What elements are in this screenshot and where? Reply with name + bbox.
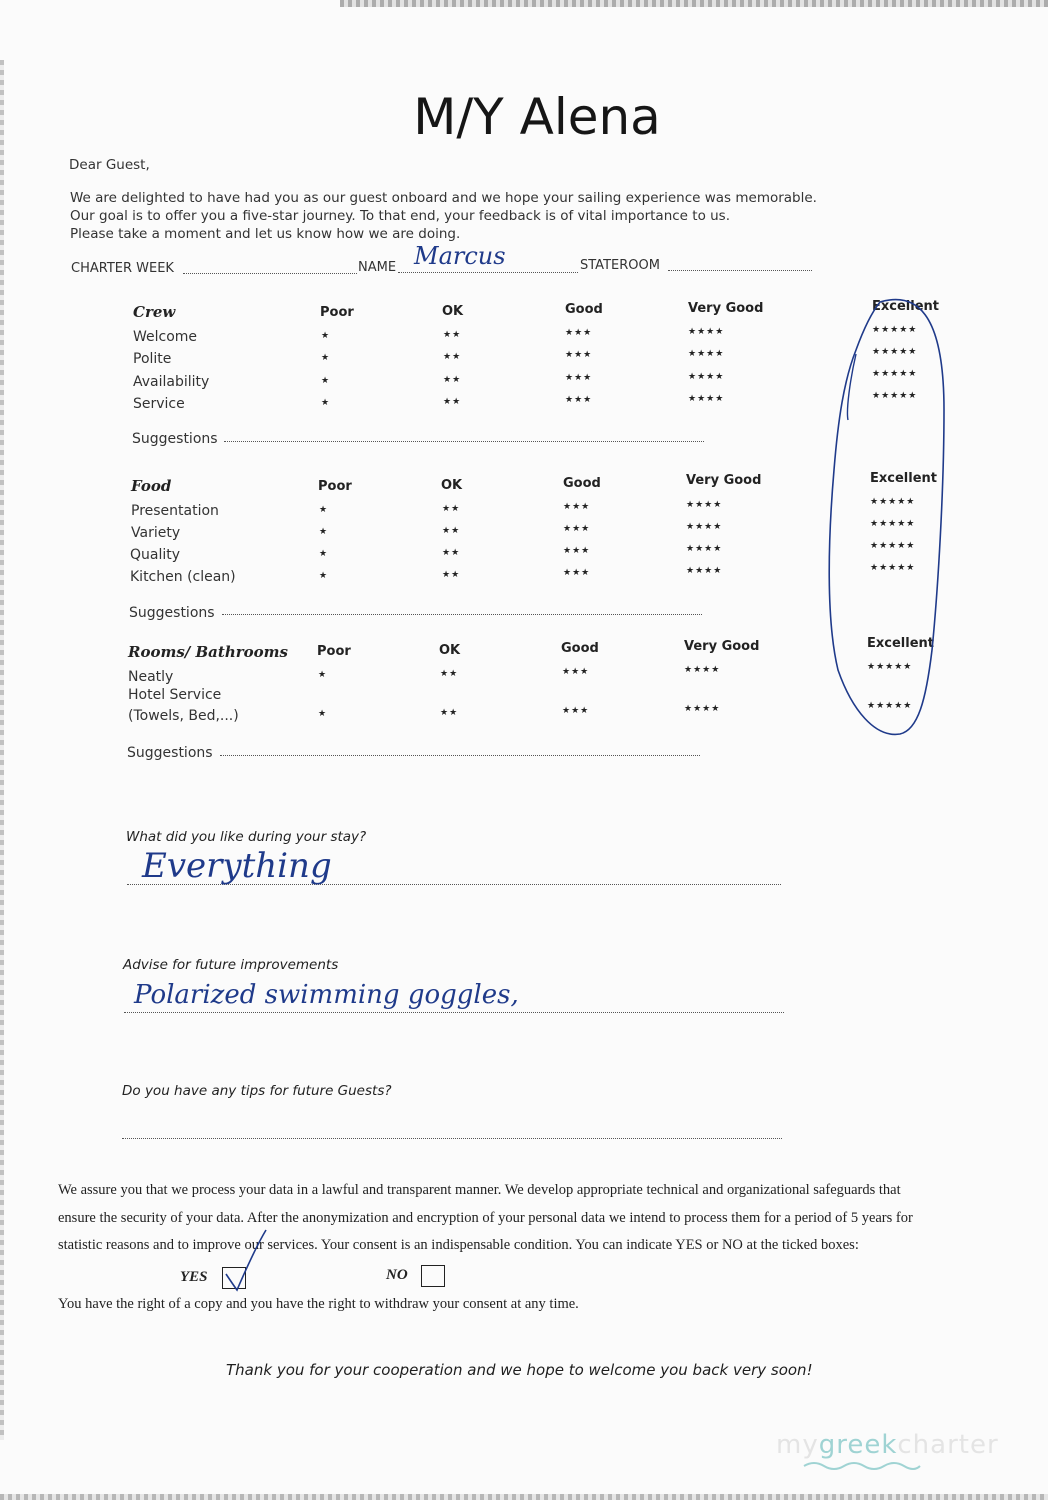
rating-option-good[interactable]: ★★★: [563, 546, 591, 556]
consent-yes-label: YES: [180, 1269, 208, 1285]
question-improvements-label: Advise for future improvements: [123, 957, 339, 973]
consent-text-line-1: We assure you that we process your data in a lawful and transparent manner. We develop appropriate technical and organizational safeguards that: [58, 1182, 901, 1198]
excellent-circle-marks: [820, 290, 960, 750]
stateroom-field[interactable]: [668, 270, 812, 271]
rating-option-poor[interactable]: ★: [321, 353, 331, 363]
rooms-item-towels-bed: (Towels, Bed,...): [128, 708, 239, 724]
rating-option-good[interactable]: ★★★: [563, 568, 591, 578]
food-item-kitchen: Kitchen (clean): [130, 569, 236, 585]
suggestions-field[interactable]: [222, 614, 702, 615]
rating-option-very-good[interactable]: ★★★★: [686, 544, 723, 554]
rating-header-poor: Poor: [320, 305, 354, 320]
rating-option-excellent[interactable]: ★★★★★: [867, 701, 913, 711]
rating-option-good[interactable]: ★★★: [565, 350, 593, 360]
question-liked-label: What did you like during your stay?: [126, 829, 367, 845]
rating-option-excellent[interactable]: ★★★★★: [870, 563, 916, 573]
consent-rights-text: You have the right of a copy and you have the right to withdraw your consent at any time.: [58, 1296, 579, 1312]
rating-option-excellent[interactable]: ★★★★★: [870, 497, 916, 507]
food-item-variety: Variety: [131, 525, 181, 541]
suggestions-field[interactable]: [224, 441, 704, 442]
rating-option-very-good[interactable]: ★★★★: [688, 372, 725, 382]
rating-option-good[interactable]: ★★★: [565, 373, 593, 383]
question-improvements-field[interactable]: [124, 1012, 784, 1013]
food-item-quality: Quality: [130, 547, 181, 563]
rating-option-very-good[interactable]: ★★★★: [684, 704, 721, 714]
rating-option-ok[interactable]: ★★: [442, 548, 461, 558]
charter-week-field[interactable]: [183, 273, 357, 274]
rating-option-very-good[interactable]: ★★★★: [686, 522, 723, 532]
rating-option-very-good[interactable]: ★★★★: [688, 327, 725, 337]
rating-header-good: Good: [565, 302, 603, 317]
watermark-logo: mygreekcharter: [776, 1430, 999, 1460]
rating-option-excellent[interactable]: ★★★★★: [870, 519, 916, 529]
paper-edge-top: [340, 0, 1048, 7]
rating-header-excellent: Excellent: [872, 299, 939, 314]
paper-edge-bottom: [0, 1494, 1048, 1500]
rating-option-poor[interactable]: ★: [318, 670, 328, 680]
crew-item-polite: Polite: [133, 351, 172, 367]
section-title-crew: Crew: [133, 303, 176, 321]
rooms-item-neatly: Neatly: [128, 669, 174, 685]
rating-option-ok[interactable]: ★★: [440, 669, 459, 679]
rating-header-good: Good: [563, 476, 601, 491]
name-label: NAME: [358, 260, 397, 275]
rating-option-ok[interactable]: ★★: [443, 330, 462, 340]
section-title-food: Food: [131, 477, 172, 495]
rating-option-ok[interactable]: ★★: [443, 352, 462, 362]
rating-option-poor[interactable]: ★: [318, 709, 328, 719]
question-tips-label: Do you have any tips for future Guests?: [122, 1083, 392, 1099]
intro-line-1: We are delighted to have had you as our guest onboard and we hope your sailing experience was memorable.: [70, 190, 817, 206]
rating-option-good[interactable]: ★★★: [565, 328, 593, 338]
consent-text-line-3: statistic reasons and to improve our services. Your consent is an indispensable condition. You can indicate YES or NO at the ticked boxes:: [58, 1237, 859, 1253]
stateroom-label: STATEROOM: [580, 258, 660, 273]
rating-option-excellent[interactable]: ★★★★★: [867, 662, 913, 672]
consent-no-label: NO: [386, 1267, 408, 1283]
rating-option-ok[interactable]: ★★: [443, 375, 462, 385]
wave-icon: [802, 1460, 922, 1472]
rating-header-poor: Poor: [317, 644, 351, 659]
intro-line-3: Please take a moment and let us know how we are doing.: [70, 226, 461, 242]
rating-option-good[interactable]: ★★★: [563, 502, 591, 512]
rating-option-excellent[interactable]: ★★★★★: [872, 325, 918, 335]
question-improvements-answer: Polarized swimming goggles,: [134, 980, 519, 1010]
rating-option-very-good[interactable]: ★★★★: [686, 500, 723, 510]
rating-option-good[interactable]: ★★★: [565, 395, 593, 405]
paper-edge-left: [0, 60, 4, 1440]
suggestions-field[interactable]: [220, 755, 700, 756]
rating-option-poor[interactable]: ★: [319, 527, 329, 537]
rating-header-ok: OK: [441, 478, 463, 493]
rating-option-poor[interactable]: ★: [321, 398, 331, 408]
rating-option-ok[interactable]: ★★: [442, 570, 461, 580]
rating-option-very-good[interactable]: ★★★★: [684, 665, 721, 675]
question-tips-field[interactable]: [122, 1138, 782, 1139]
intro-line-2: Our goal is to offer you a five-star journey. To that end, your feedback is of vital importance to us.: [70, 208, 731, 224]
suggestions-label: Suggestions: [127, 745, 213, 761]
rating-option-good[interactable]: ★★★: [563, 524, 591, 534]
rating-header-poor: Poor: [318, 479, 352, 494]
crew-item-availability: Availability: [133, 374, 210, 390]
food-item-presentation: Presentation: [131, 503, 219, 519]
checkmark-icon: [218, 1226, 270, 1294]
rating-header-ok: OK: [442, 304, 464, 319]
rating-header-very-good: Very Good: [684, 639, 760, 654]
rating-option-excellent[interactable]: ★★★★★: [872, 369, 918, 379]
rating-header-good: Good: [561, 641, 599, 656]
rating-option-excellent[interactable]: ★★★★★: [872, 347, 918, 357]
rating-option-very-good[interactable]: ★★★★: [686, 566, 723, 576]
crew-item-welcome: Welcome: [133, 329, 198, 345]
rating-header-excellent: Excellent: [870, 471, 937, 486]
rating-option-poor[interactable]: ★: [319, 571, 329, 581]
rating-option-excellent[interactable]: ★★★★★: [870, 541, 916, 551]
rating-header-very-good: Very Good: [686, 473, 762, 488]
charter-week-label: CHARTER WEEK: [71, 261, 174, 276]
rating-option-good[interactable]: ★★★: [562, 667, 590, 677]
name-handwritten-value: Marcus: [414, 242, 506, 270]
rating-option-ok[interactable]: ★★: [440, 708, 459, 718]
rating-header-very-good: Very Good: [688, 301, 764, 316]
rating-header-ok: OK: [439, 643, 461, 658]
consent-text-line-2: ensure the security of your data. After the anonymization and encryption of your personal data we intend to process them for a period of 5 years for: [58, 1210, 913, 1226]
rating-option-very-good[interactable]: ★★★★: [688, 394, 725, 404]
name-field[interactable]: [398, 272, 578, 273]
rating-header-excellent: Excellent: [867, 636, 934, 651]
rating-option-poor[interactable]: ★: [319, 549, 329, 559]
suggestions-label: Suggestions: [129, 605, 215, 621]
page-title: M/Y Alena: [413, 88, 661, 146]
question-liked-answer: Everything: [142, 846, 332, 886]
consent-no-checkbox[interactable]: [421, 1265, 445, 1287]
rating-option-excellent[interactable]: ★★★★★: [872, 391, 918, 401]
rating-option-very-good[interactable]: ★★★★: [688, 349, 725, 359]
greeting: Dear Guest,: [69, 157, 150, 173]
suggestions-label: Suggestions: [132, 431, 218, 447]
rating-option-poor[interactable]: ★: [321, 331, 331, 341]
rating-option-poor[interactable]: ★: [321, 376, 331, 386]
crew-item-service: Service: [133, 396, 185, 412]
rating-option-ok[interactable]: ★★: [443, 397, 462, 407]
rating-option-ok[interactable]: ★★: [442, 504, 461, 514]
rooms-item-hotel-service: Hotel Service: [128, 687, 222, 703]
rating-option-poor[interactable]: ★: [319, 505, 329, 515]
thank-you-message: Thank you for your cooperation and we hope to welcome you back very soon!: [226, 1361, 813, 1379]
section-title-rooms: Rooms/ Bathrooms: [128, 643, 288, 661]
rating-option-ok[interactable]: ★★: [442, 526, 461, 536]
rating-option-good[interactable]: ★★★: [562, 706, 590, 716]
